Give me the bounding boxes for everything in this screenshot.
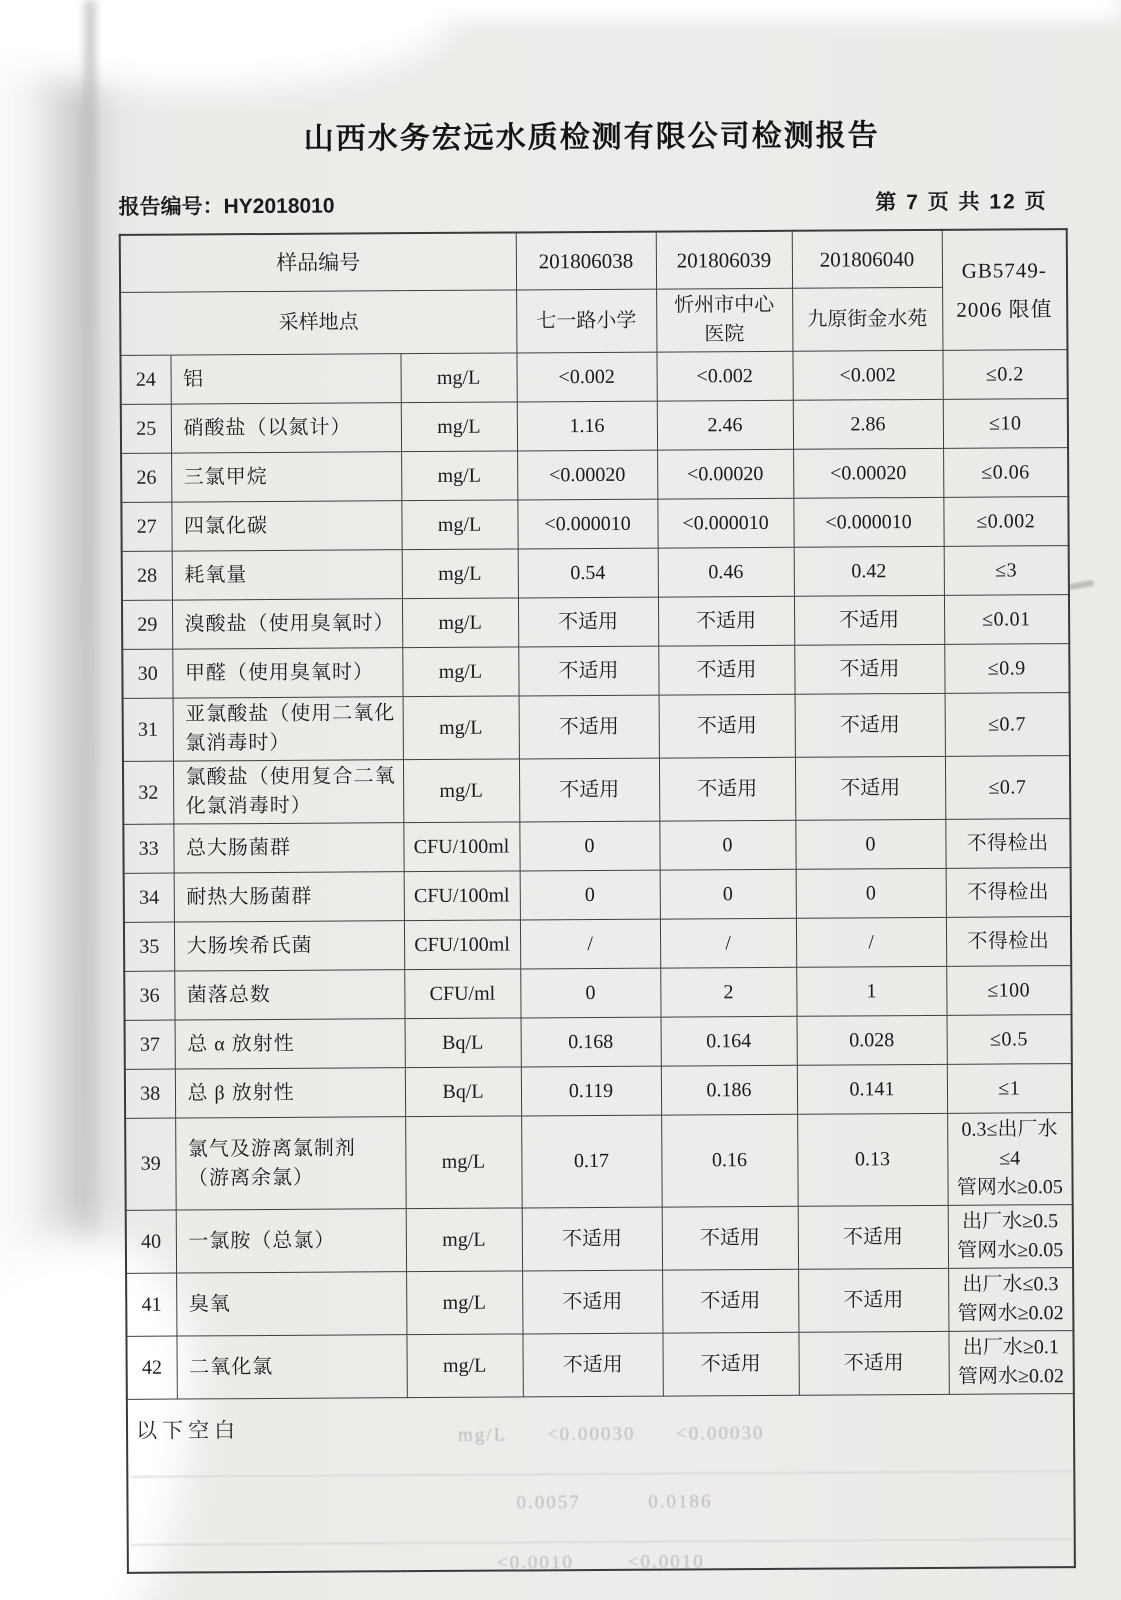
table-row <box>126 1331 1073 1400</box>
value-sample1: <0.002 <box>517 352 657 402</box>
table-row <box>121 497 1068 552</box>
unit: CFU/100ml <box>403 822 519 872</box>
row-number: 36 <box>124 971 174 1020</box>
limit-value: 出厂水≥0.1 管网水≥0.02 <box>948 1331 1073 1395</box>
unit: mg/L <box>405 1116 522 1209</box>
page-indicator: 第 7 页 共 12 页 <box>875 190 1048 215</box>
value-sample3: <0.002 <box>792 350 942 400</box>
paper-curl-top-left <box>0 0 450 88</box>
report-number: 报告编号：HY2018010 <box>118 194 335 219</box>
value-sample2: 不适用 <box>659 694 795 758</box>
parameter-name: 四氯化碳 <box>171 501 401 551</box>
row-number: 34 <box>124 873 174 922</box>
value-sample1: 0 <box>520 968 660 1018</box>
row-number: 38 <box>125 1069 175 1118</box>
value-sample2: 不适用 <box>659 757 795 821</box>
table-row <box>120 350 1067 405</box>
parameter-name: 总 β 放射性 <box>175 1068 405 1118</box>
limit-value: ≤3 <box>944 546 1069 596</box>
value-sample1: 不适用 <box>522 1270 662 1334</box>
unit: mg/L <box>401 402 517 452</box>
value-sample2: 不适用 <box>662 1332 798 1396</box>
unit: CFU/ml <box>404 969 520 1019</box>
limit-value: 出厂水≥0.5 管网水≥0.05 <box>948 1205 1073 1269</box>
row-number: 39 <box>125 1118 176 1210</box>
table-row <box>125 1113 1073 1211</box>
location-1: 七一路小学 <box>516 289 656 353</box>
sample-id-2: 201806039 <box>656 231 792 289</box>
value-sample2: 不适用 <box>658 596 794 646</box>
row-number: 31 <box>123 698 173 761</box>
value-sample3: 0.028 <box>797 1015 947 1065</box>
row-number: 37 <box>125 1020 175 1069</box>
value-sample3: 不适用 <box>794 595 944 645</box>
limit-header-line2: 2006 限值 <box>956 297 1053 322</box>
row-number: 29 <box>122 600 172 649</box>
bleedthrough-text: <0.0010 <0.0010 <box>496 1551 705 1574</box>
unit: mg/L <box>402 549 518 599</box>
row-number: 28 <box>122 551 172 600</box>
table-row <box>124 966 1071 1021</box>
value-sample1: 0.17 <box>521 1115 662 1208</box>
value-sample3: 不适用 <box>798 1205 948 1269</box>
row-number: 25 <box>121 404 171 453</box>
value-sample3: 0 <box>795 819 945 869</box>
table-row <box>122 644 1069 699</box>
value-sample3: 0.141 <box>797 1064 947 1114</box>
value-sample2: 0.164 <box>661 1016 797 1066</box>
bleedthrough-line <box>131 1538 1072 1546</box>
limit-value: ≤10 <box>943 399 1068 449</box>
parameter-name: 菌落总数 <box>174 970 404 1020</box>
parameter-name: 三氯甲烷 <box>171 452 401 502</box>
below-blank-cell <box>127 1394 1075 1573</box>
unit: Bq/L <box>405 1067 521 1117</box>
value-sample1: 0.119 <box>521 1066 661 1116</box>
page-title: 山西水务宏远水质检测有限公司检测报告 <box>303 119 880 156</box>
location-3: 九原街金水苑 <box>792 287 942 351</box>
header-row-location <box>120 287 1067 356</box>
parameter-name: 硝酸盐（以氮计） <box>171 403 401 453</box>
value-sample3: 不适用 <box>795 756 945 820</box>
table-row <box>126 1268 1073 1337</box>
row-number: 40 <box>126 1210 176 1273</box>
row-number: 30 <box>122 649 172 698</box>
sample-id-label: 样品编号 <box>120 232 516 292</box>
table-row <box>121 399 1068 454</box>
value-sample2: 0.46 <box>658 547 794 597</box>
value-sample2: <0.00020 <box>657 449 793 499</box>
table-row <box>123 756 1070 825</box>
value-sample1: 0.168 <box>521 1017 661 1067</box>
row-number: 42 <box>126 1336 176 1399</box>
value-sample1: 不适用 <box>518 646 658 696</box>
value-sample1: 1.16 <box>517 401 657 451</box>
parameter-name: 大肠埃希氏菌 <box>174 921 404 971</box>
value-sample1: <0.000010 <box>517 499 657 549</box>
value-sample3: <0.00020 <box>793 448 943 498</box>
row-number: 33 <box>123 824 173 873</box>
unit: mg/L <box>406 1271 522 1335</box>
location-2: 忻州市中心 医院 <box>656 288 792 352</box>
row-number: 27 <box>121 502 171 551</box>
value-sample1: 不适用 <box>518 597 658 647</box>
row-number: 24 <box>120 355 170 404</box>
table-row <box>122 595 1069 650</box>
parameter-name: 铝 <box>170 354 400 404</box>
unit: Bq/L <box>405 1018 521 1068</box>
unit: CFU/100ml <box>404 920 520 970</box>
value-sample1: 0 <box>520 870 660 920</box>
parameter-name: 总大肠菌群 <box>173 823 403 873</box>
table-row <box>124 917 1071 972</box>
parameter-name: 溴酸盐（使用臭氧时） <box>172 599 402 649</box>
sample-id-3: 201806040 <box>792 230 942 288</box>
value-sample3: / <box>796 917 946 967</box>
results-table <box>119 228 1076 1574</box>
value-sample1: <0.00020 <box>517 450 657 500</box>
limit-value: ≤0.01 <box>944 595 1069 645</box>
value-sample1: 不适用 <box>522 1333 662 1397</box>
value-sample3: 0 <box>796 868 946 918</box>
value-sample1: 不适用 <box>519 695 659 759</box>
value-sample3: 2.86 <box>793 399 943 449</box>
value-sample1: / <box>520 919 660 969</box>
limit-value: ≤0.2 <box>942 350 1067 400</box>
parameter-name: 二氧化氯 <box>176 1335 406 1399</box>
parameter-name: 耗氧量 <box>172 550 402 600</box>
table-row <box>125 1064 1072 1119</box>
table-row <box>122 546 1069 601</box>
row-number: 41 <box>126 1273 176 1336</box>
bleedthrough-text: mg/L <0.00030 <0.00030 <box>458 1422 765 1446</box>
scan-smudge <box>1068 580 1095 590</box>
value-sample2: 不适用 <box>662 1206 798 1270</box>
parameter-name: 臭氧 <box>176 1272 406 1336</box>
value-sample2: 0.186 <box>661 1065 797 1115</box>
value-sample2: 不适用 <box>662 1269 798 1333</box>
document-content <box>118 109 1074 1574</box>
limit-header-line1: GB5749- <box>961 257 1047 283</box>
value-sample3: 1 <box>796 966 946 1016</box>
value-sample1: 0 <box>519 821 659 871</box>
report-meta-row <box>118 185 1065 221</box>
value-sample2: 2.46 <box>657 400 793 450</box>
unit: mg/L <box>402 598 518 648</box>
limit-value: 不得检出 <box>946 868 1071 918</box>
limit-column-header <box>942 229 1068 350</box>
parameter-name: 氯气及游离氯制剂 （游离余氯） <box>175 1117 406 1210</box>
value-sample1: 不适用 <box>522 1207 662 1271</box>
table-row <box>124 868 1071 923</box>
row-number: 35 <box>124 922 174 971</box>
value-sample2: 0 <box>660 869 796 919</box>
limit-value: ≤100 <box>946 966 1071 1016</box>
value-sample3: 0.42 <box>794 546 944 596</box>
value-sample3: <0.000010 <box>793 497 943 547</box>
unit: mg/L <box>406 1334 522 1398</box>
unit: mg/L <box>401 500 517 550</box>
value-sample3: 0.13 <box>797 1113 948 1206</box>
unit: CFU/100ml <box>404 871 520 921</box>
table-row <box>123 819 1070 874</box>
location-label: 采样地点 <box>120 290 516 355</box>
unit: mg/L <box>401 451 517 501</box>
unit: mg/L <box>406 1208 522 1272</box>
value-sample2: <0.000010 <box>657 498 793 548</box>
below-blank-area <box>128 1394 1074 1572</box>
value-sample1: 不适用 <box>519 758 659 822</box>
value-sample2: 0 <box>659 820 795 870</box>
limit-value: ≤1 <box>947 1064 1072 1114</box>
value-sample3: 不适用 <box>795 693 945 757</box>
parameter-name: 亚氯酸盐（使用二氧化氯消毒时） <box>173 697 403 761</box>
limit-value: 0.3≤出厂水≤4 管网水≥0.05 <box>947 1113 1073 1206</box>
value-sample3: 不适用 <box>794 644 944 694</box>
limit-value: ≤0.5 <box>947 1015 1072 1065</box>
limit-value: ≤0.7 <box>945 693 1070 757</box>
value-sample2: 2 <box>660 967 796 1017</box>
limit-value: ≤0.002 <box>943 497 1068 547</box>
row-number: 26 <box>121 453 171 502</box>
value-sample2: 0.16 <box>661 1114 798 1207</box>
value-sample2: / <box>660 918 796 968</box>
value-sample2: 不适用 <box>658 645 794 695</box>
unit: mg/L <box>402 647 518 697</box>
limit-value: ≤0.7 <box>945 756 1070 820</box>
parameter-name: 氯酸盐（使用复合二氧化氯消毒时） <box>173 760 403 824</box>
row-number: 32 <box>123 761 173 824</box>
table-row <box>125 1015 1072 1070</box>
value-sample2: <0.002 <box>656 351 792 401</box>
parameter-name: 一氯胺（总氯） <box>176 1209 406 1273</box>
limit-value: 出厂水≤0.3 管网水≥0.02 <box>948 1268 1073 1332</box>
sample-id-1: 201806038 <box>516 232 656 290</box>
unit: mg/L <box>403 759 519 823</box>
limit-value: 不得检出 <box>945 819 1070 869</box>
limit-value: ≤0.06 <box>943 448 1068 498</box>
footer-row <box>127 1394 1075 1573</box>
unit: mg/L <box>403 696 519 760</box>
parameter-name: 耐热大肠菌群 <box>174 872 404 922</box>
value-sample1: 0.54 <box>518 548 658 598</box>
table-row <box>123 693 1070 762</box>
table-row <box>121 448 1068 503</box>
bleedthrough-text: 0.0057 0.0186 <box>516 1491 713 1514</box>
parameter-name: 甲醛（使用臭氧时） <box>172 648 402 698</box>
unit: mg/L <box>400 353 516 403</box>
parameter-name: 总 α 放射性 <box>175 1019 405 1069</box>
value-sample3: 不适用 <box>798 1268 948 1332</box>
header-row-sample-id <box>120 229 1067 292</box>
bleedthrough-line <box>130 1470 1071 1478</box>
table-row <box>126 1205 1073 1274</box>
value-sample3: 不适用 <box>798 1331 948 1395</box>
limit-value: 不得检出 <box>946 917 1071 967</box>
below-blank-note: 以下空白 <box>135 1418 241 1443</box>
limit-value: ≤0.9 <box>944 644 1069 694</box>
